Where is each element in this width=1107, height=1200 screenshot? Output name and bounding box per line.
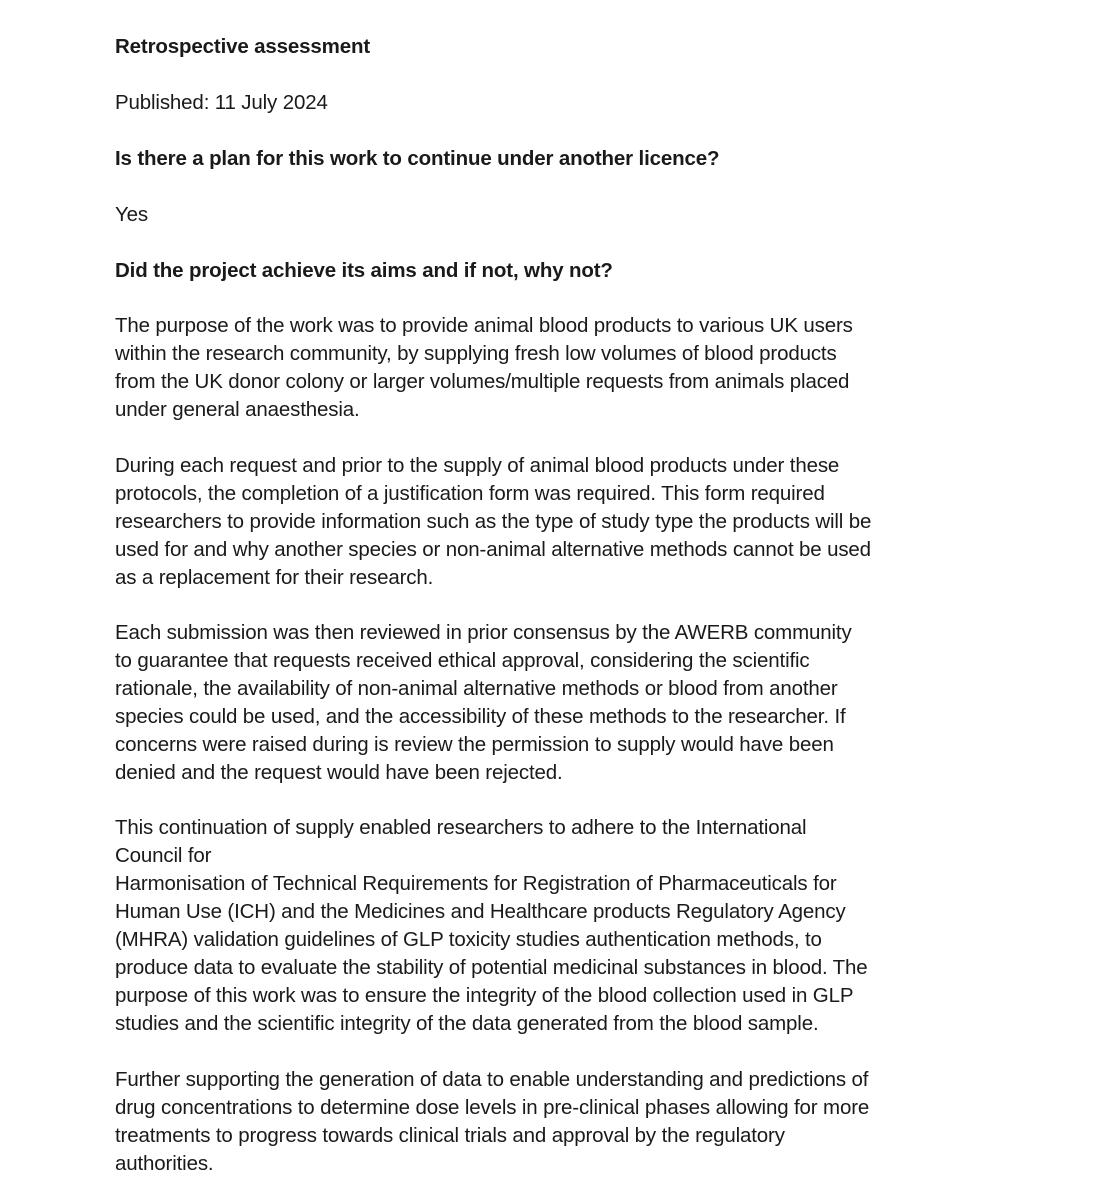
paragraph-line: The purpose of the work was to provide animal blood products to various UK users	[115, 314, 853, 337]
paragraph-line: drug concentrations to determine dose levels in pre-clinical phases allowing for more	[115, 1096, 870, 1119]
paragraph-line: researchers to provide information such as the type of study type the products will be	[115, 510, 872, 533]
paragraph-line: (MHRA) validation guidelines of GLP toxicity studies authentication methods, to	[115, 928, 822, 951]
paragraph-ich-mhra	[115, 814, 1075, 1038]
paragraph-line: to guarantee that requests received ethical approval, considering the scientific	[115, 649, 810, 672]
paragraph-line: rationale, the availability of non-animal alternative methods or blood from another	[115, 677, 838, 700]
paragraph-line: purpose of this work was to ensure the integrity of the blood collection used in GLP	[115, 984, 854, 1007]
paragraph-line: authorities.	[115, 1152, 214, 1175]
paragraph-line: protocols, the completion of a justification form was required. This form required	[115, 482, 825, 505]
paragraph-line: from the UK donor colony or larger volumes/multiple requests from animals placed	[115, 370, 850, 393]
paragraph-line: concerns were raised during is review the permission to supply would have been	[115, 733, 834, 756]
paragraph-line: studies and the scientific integrity of the data generated from the blood sample.	[115, 1012, 819, 1035]
paragraph-line: produce data to evaluate the stability of potential medicinal substances in blood. The	[115, 956, 868, 979]
paragraph-line: During each request and prior to the supply of animal blood products under these	[115, 454, 840, 477]
paragraph-awerb-review	[115, 619, 1075, 787]
paragraph-further-support	[115, 1066, 1075, 1178]
paragraph-line: Each submission was then reviewed in prior consensus by the AWERB community	[115, 621, 852, 644]
paragraph-line: Human Use (ICH) and the Medicines and Healthcare products Regulatory Agency	[115, 900, 846, 923]
paragraph-line: as a replacement for their research.	[115, 566, 434, 589]
paragraph-justification	[115, 452, 1075, 592]
paragraph-line: treatments to progress towards clinical trials and approval by the regulatory	[115, 1124, 785, 1147]
paragraph-line: within the research community, by supplying fresh low volumes of blood products	[115, 342, 837, 365]
paragraph-line: Harmonisation of Technical Requirements for Registration of Pharmaceuticals for	[115, 872, 837, 895]
paragraph-line: Further supporting the generation of data to enable understanding and predictions of	[115, 1068, 869, 1091]
answer-continue-licence: Yes	[115, 203, 148, 226]
paragraph-line: This continuation of supply enabled researchers to adhere to the International	[115, 816, 807, 839]
paragraph-line: species could be used, and the accessibility of these methods to the researcher. If	[115, 705, 846, 728]
paragraph-line: denied and the request would have been rejected.	[115, 761, 563, 784]
paragraph-line: under general anaesthesia.	[115, 398, 360, 421]
question-project-aims: Did the project achieve its aims and if not, why not?	[115, 259, 613, 282]
question-continue-licence: Is there a plan for this work to continue under another licence?	[115, 147, 720, 170]
paragraph-line: used for and why another species or non-animal alternative methods cannot be used	[115, 538, 871, 561]
document-title: Retrospective assessment	[115, 35, 371, 58]
paragraph-purpose	[115, 312, 1075, 424]
published-date: Published: 11 July 2024	[115, 91, 328, 114]
paragraph-line: Council for	[115, 844, 212, 867]
